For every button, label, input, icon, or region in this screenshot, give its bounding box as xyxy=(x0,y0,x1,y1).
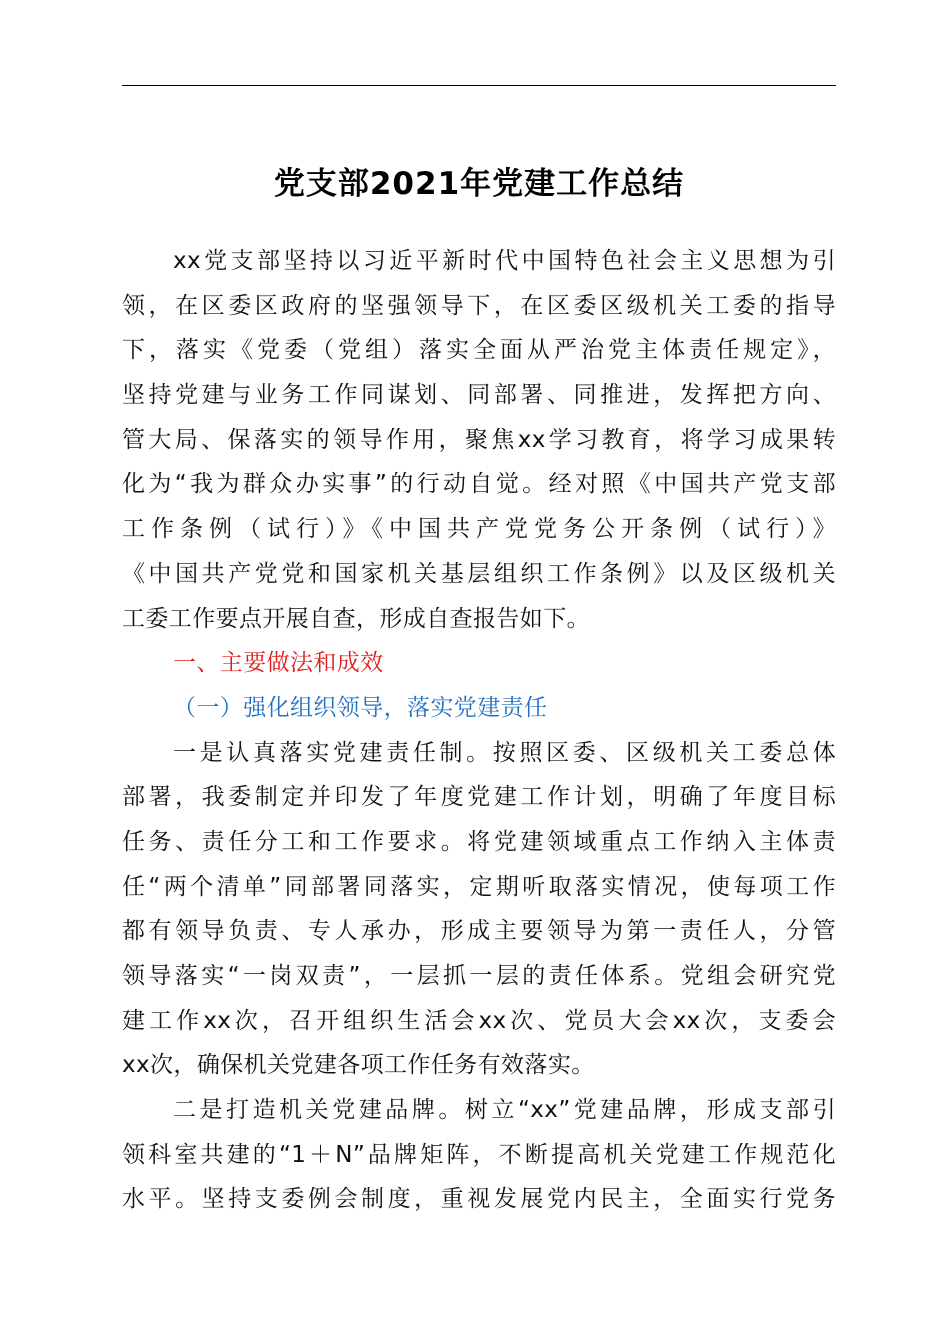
paragraph-line: 建工作xx次，召开组织生活会xx次、党员大会xx次，支委会 xyxy=(122,1007,836,1034)
paragraph-line: 领导落实“一岗双责”，一层抓一层的责任体系。党组会研究党 xyxy=(122,963,836,989)
paragraph-line: 都有领导负责、专人承办，形成主要领导为第一责任人，分管 xyxy=(122,918,836,945)
paragraph-line: 领科室共建的“1＋N”品牌矩阵，不断提高机关党建工作规范化 xyxy=(122,1141,836,1168)
intro-line: xx党支部坚持以习近平新时代中国特色社会主义思想为引 xyxy=(173,248,836,274)
intro-line: 《中国共产党党和国家机关基层组织工作条例》以及区级机关 xyxy=(122,560,836,587)
intro-line: 化为“我为群众办实事”的行动自觉。经对照《中国共产党支部 xyxy=(122,471,836,498)
header-rule xyxy=(122,85,836,86)
intro-line: 下，落实《党委（党组）落实全面从严治党主体责任规定》， xyxy=(122,337,836,364)
paragraph-line: 任“两个清单”同部署同落实，定期听取落实情况，使每项工作 xyxy=(122,873,836,900)
intro-line: 领，在区委区政府的坚强领导下，在区委区级机关工委的指导 xyxy=(122,292,836,319)
paragraph-line: 一是认真落实党建责任制。按照区委、区级机关工委总体 xyxy=(173,739,836,766)
intro-line: 管大局、保落实的领导作用，聚焦xx学习教育，将学习成果转 xyxy=(122,426,836,453)
document-body xyxy=(122,239,836,1222)
paragraph-line: 二是打造机关党建品牌。树立“xx”党建品牌，形成支部引 xyxy=(173,1097,836,1124)
paragraph-line: xx次，确保机关党建各项工作任务有效落实。 xyxy=(122,1052,595,1079)
intro-line: 坚持党建与业务工作同谋划、同部署、同推进，发挥把方向、 xyxy=(122,382,836,409)
section-heading: 一、主要做法和成效 xyxy=(173,650,384,677)
subsection-heading: （一）强化组织领导，落实党建责任 xyxy=(173,694,548,721)
paragraph-line: 任务、责任分工和工作要求。将党建领域重点工作纳入主体责 xyxy=(122,828,836,855)
paragraph-line: 水平。坚持支委例会制度，重视发展党内民主，全面实行党务 xyxy=(122,1186,836,1213)
document-title: 党支部2021年党建工作总结 xyxy=(273,166,685,202)
intro-line: 工作条例（试行）》《中国共产党党务公开条例（试行）》 xyxy=(122,516,836,543)
intro-line: 工委工作要点开展自查，形成自查报告如下。 xyxy=(122,605,590,632)
paragraph-line: 部署，我委制定并印发了年度党建工作计划，明确了年度目标 xyxy=(122,784,836,811)
